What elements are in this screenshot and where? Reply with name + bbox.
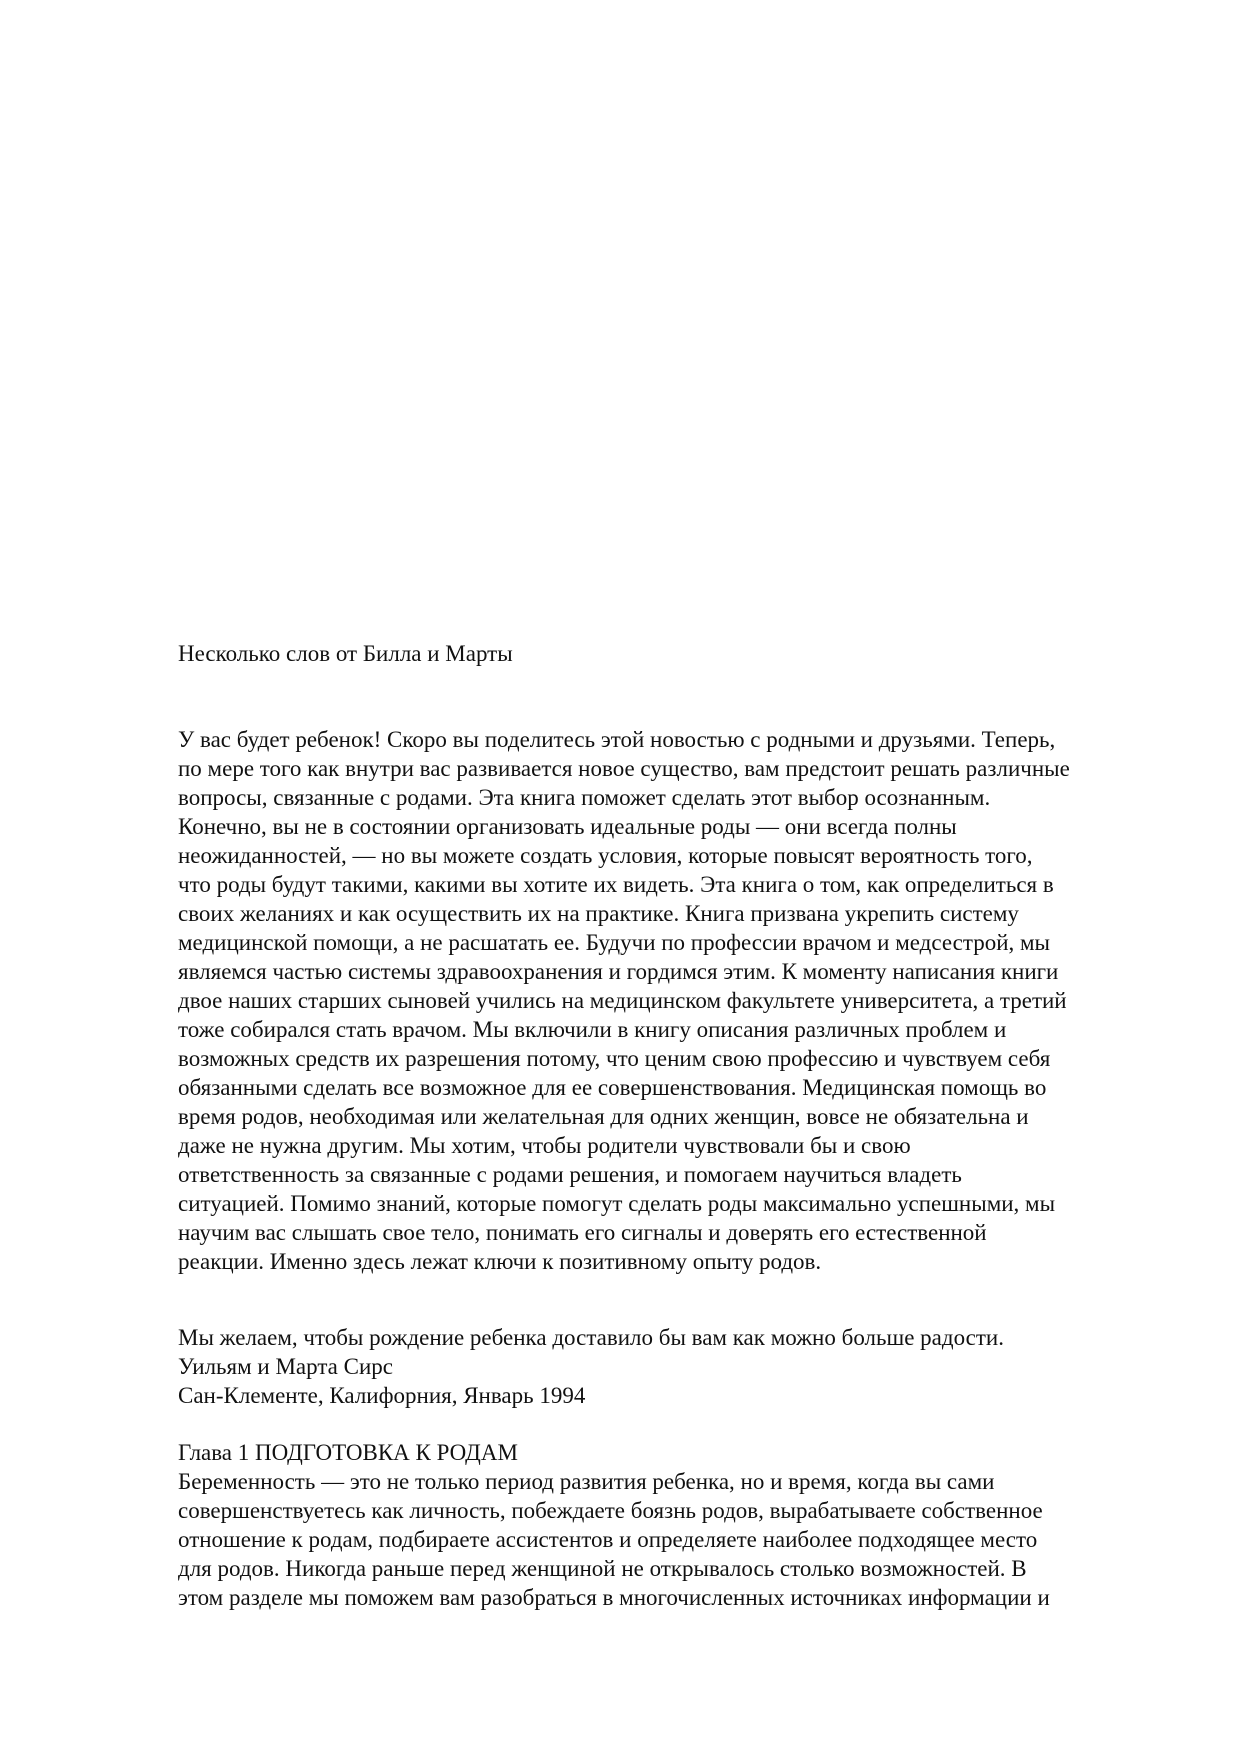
paragraph-line: по мере того как внутри вас развивается новое существо, вам предстоит решать различные [178,756,1070,781]
paragraph-line: отношение к родам, подбираете ассистентов и определяете наиболее подходящее место [178,1527,1038,1552]
chapter-heading: Глава 1 ПОДГОТОВКА К РОДАМ [178,1440,518,1465]
paragraph-line: Беременность — это не только период развития ребенка, но и время, когда вы сами [178,1469,995,1494]
paragraph-line: У вас будет ребенок! Скоро вы поделитесь этой новостью с родными и друзьями. Теперь, [178,727,1056,752]
paragraph-line: Конечно, вы не в состоянии организовать идеальные роды — они всегда полны [178,814,957,839]
paragraph-line: вопросы, связанные с родами. Эта книга поможет сделать этот выбор осознанным. [178,785,991,810]
place-and-date: Сан-Клементе, Калифорния, Январь 1994 [178,1383,586,1408]
intro-heading [178,639,1168,668]
paragraph-line: возможных средств их разрешения потому, что ценим свою профессию и чувствуем себя [178,1046,1051,1071]
intro-paragraph [178,725,1168,1276]
paragraph-line: являемся частью системы здравоохранения и гордимся этим. К моменту написания книги [178,959,1059,984]
paragraph-line: реакции. Именно здесь лежат ключи к позитивному опыту родов. [178,1249,822,1274]
paragraph-line: ситуацией. Помимо знаний, которые помогут сделать роды максимально успешными, мы [178,1191,1056,1216]
paragraph-line: для родов. Никогда раньше перед женщиной не открывалось столько возможностей. В [178,1556,1027,1581]
paragraph-line: даже не нужна другим. Мы хотим, чтобы родители чувствовали бы и свою [178,1133,911,1158]
paragraph-line: этом разделе мы поможем вам разобраться в многочисленных источниках информации и [178,1585,1050,1610]
paragraph-line: неожиданностей, — но вы можете создать условия, которые повысят вероятность того, [178,843,1033,868]
paragraph-line: время родов, необходимая или желательная для одних женщин, вовсе не обязательна и [178,1104,1029,1129]
paragraph-line: своих желаниях и как осуществить их на практике. Книга призвана укрепить систему [178,901,1019,926]
paragraph-line: двое наших старших сыновей учились на медицинском факультете университета, а третий [178,988,1067,1013]
intro-heading-text: Несколько слов от Билла и Марты [178,641,513,666]
author-names: Уильям и Марта Сирс [178,1354,393,1379]
paragraph-line: медицинской помощи, а не расшатать ее. Будучи по профессии врачом и медсестрой, мы [178,930,1051,955]
paragraph-line: что роды будут такими, какими вы хотите их видеть. Эта книга о том, как определиться в [178,872,1054,897]
paragraph-line: ответственность за связанные с родами решения, и помогаем научиться владеть [178,1162,962,1187]
closing-wish: Мы желаем, чтобы рождение ребенка доставило бы вам как можно больше радости. [178,1325,1004,1350]
paragraph-line: совершенствуетесь как личность, побеждаете боязнь родов, вырабатываете собственное [178,1498,1043,1523]
paragraph-line: научим вас слышать свое тело, понимать его сигналы и доверять его естественной [178,1220,987,1245]
closing-signature [178,1323,1168,1410]
chapter-section [178,1438,1168,1612]
paragraph-line: обязанными сделать все возможное для ее совершенствования. Медицинская помощь во [178,1075,1047,1100]
paragraph-line: тоже собирался стать врачом. Мы включили в книгу описания различных проблем и [178,1017,1007,1042]
